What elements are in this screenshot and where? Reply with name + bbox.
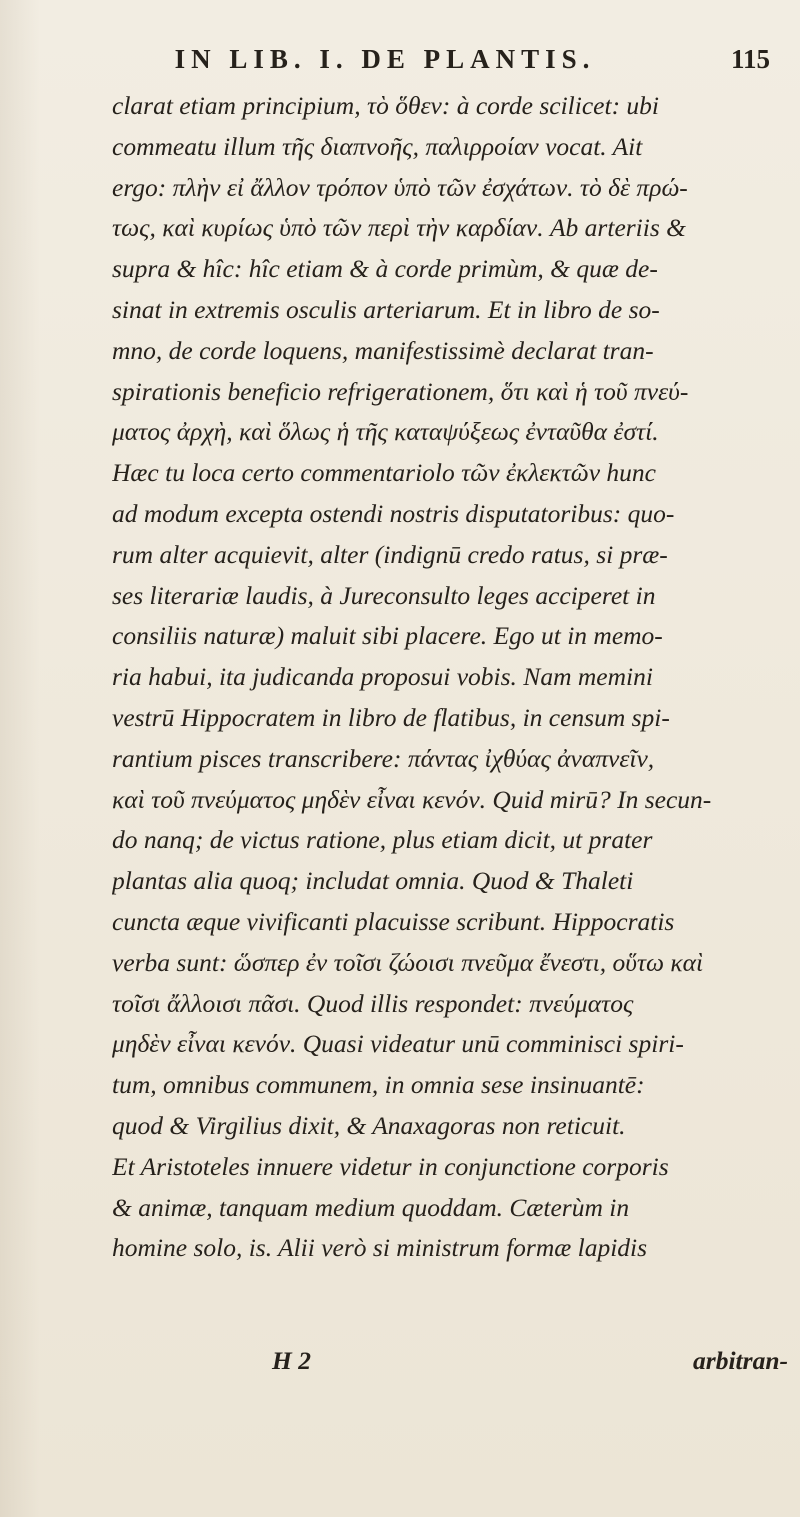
page-footer bbox=[112, 1346, 792, 1386]
text-line: ses literariæ laudis, à Jureconsulto leges acciperet in bbox=[112, 580, 656, 610]
text-line: quod & Virgilius dixit, & Anaxagoras non reticuit. bbox=[112, 1110, 626, 1140]
text-line: supra & hîc: hîc etiam & à corde primùm, & quæ de- bbox=[112, 254, 658, 284]
page-header bbox=[80, 44, 770, 84]
text-line: commeatu illum τῆς διαπνοῆς, παλιρροίαν vocat. Ait bbox=[112, 131, 643, 161]
text-line: vestrū Hippocratem in libro de flatibus, in censum spi- bbox=[112, 702, 670, 732]
text-line: do nanq; de victus ratione, plus etiam dicit, ut prater bbox=[112, 825, 653, 855]
text-line: τως, καὶ κυρίως ὑπὸ τῶν περὶ τὴν καρδίαν. Ab arteriis & bbox=[112, 213, 686, 243]
text-line: καὶ τοῦ πνεύματος μηδὲν εἶναι κενόν. Quid mirū? In secun- bbox=[112, 784, 712, 814]
text-line: verba sunt: ὥσπερ ἐν τοῖσι ζώοισι πνεῦμα ἔνεστι, οὕτω καὶ bbox=[112, 947, 704, 977]
page-number: 115 bbox=[730, 44, 770, 74]
text-line: clarat etiam principium, τὸ ὅθεν: à corde scilicet: ubi bbox=[112, 91, 660, 120]
text-line: homine solo, is. Alii verò si ministrum formæ lapidis bbox=[112, 1233, 648, 1263]
text-line: plantas alia quoq; includat omnia. Quod & Thaleti bbox=[112, 866, 634, 896]
text-line: sinat in extremis osculis arteriarum. Et in libro de so- bbox=[112, 294, 660, 324]
text-line: μηδὲν εἶναι κενόν. Quasi videatur unū comminisci spiri- bbox=[112, 1029, 684, 1059]
text-line: spirationis beneficio refrigerationem, ὅτι καὶ ἡ τοῦ πνεύ- bbox=[112, 376, 689, 406]
text-line: tum, omnibus communem, in omnia sese insinuantē: bbox=[112, 1070, 645, 1100]
text-line: Et Aristoteles innuere videtur in conjunctione corporis bbox=[112, 1151, 669, 1181]
catchword: arbitran- bbox=[693, 1346, 788, 1375]
text-line: cuncta æque vivificanti placuisse scribunt. Hippocratis bbox=[112, 906, 675, 936]
text-line: ria habui, ita judicanda proposui vobis. Nam memini bbox=[112, 662, 653, 692]
text-line: ad modum excepta ostendi nostris disputatoribus: quo- bbox=[112, 498, 675, 528]
text-line: Hæc tu loca certo commentariolo τῶν ἐκλεκτῶν hunc bbox=[112, 458, 656, 488]
text-line: rum alter acquievit, alter (indignū credo ratus, si præ- bbox=[112, 539, 668, 569]
text-line: & animæ, tanquam medium quoddam. Cæterùm in bbox=[112, 1192, 630, 1222]
signature-mark: H 2 bbox=[272, 1346, 311, 1375]
text-line: rantium pisces transcribere: πάντας ἰχθύας ἀναπνεῖν, bbox=[112, 743, 655, 773]
body-text bbox=[112, 86, 792, 1269]
text-line: consiliis naturæ) maluit sibi placere. Ego ut in memo- bbox=[112, 621, 663, 651]
text-line: ergo: πλὴν εἰ ἄλλον τρόπον ὑπὸ τῶν ἐσχάτων. τὸ δὲ πρώ- bbox=[112, 172, 688, 202]
running-head: IN LIB. I. DE PLANTIS. bbox=[174, 44, 596, 74]
text-line: mno, de corde loquens, manifestissimè declarat tran- bbox=[112, 335, 654, 365]
text-line: ματος ἀρχὴ, καὶ ὅλως ἡ τῆς καταψύξεως ἐνταῦθα ἐστί. bbox=[112, 417, 659, 447]
text-line: τοῖσι ἄλλοισι πᾶσι. Quod illis respondet: πνεύματος bbox=[112, 988, 634, 1018]
